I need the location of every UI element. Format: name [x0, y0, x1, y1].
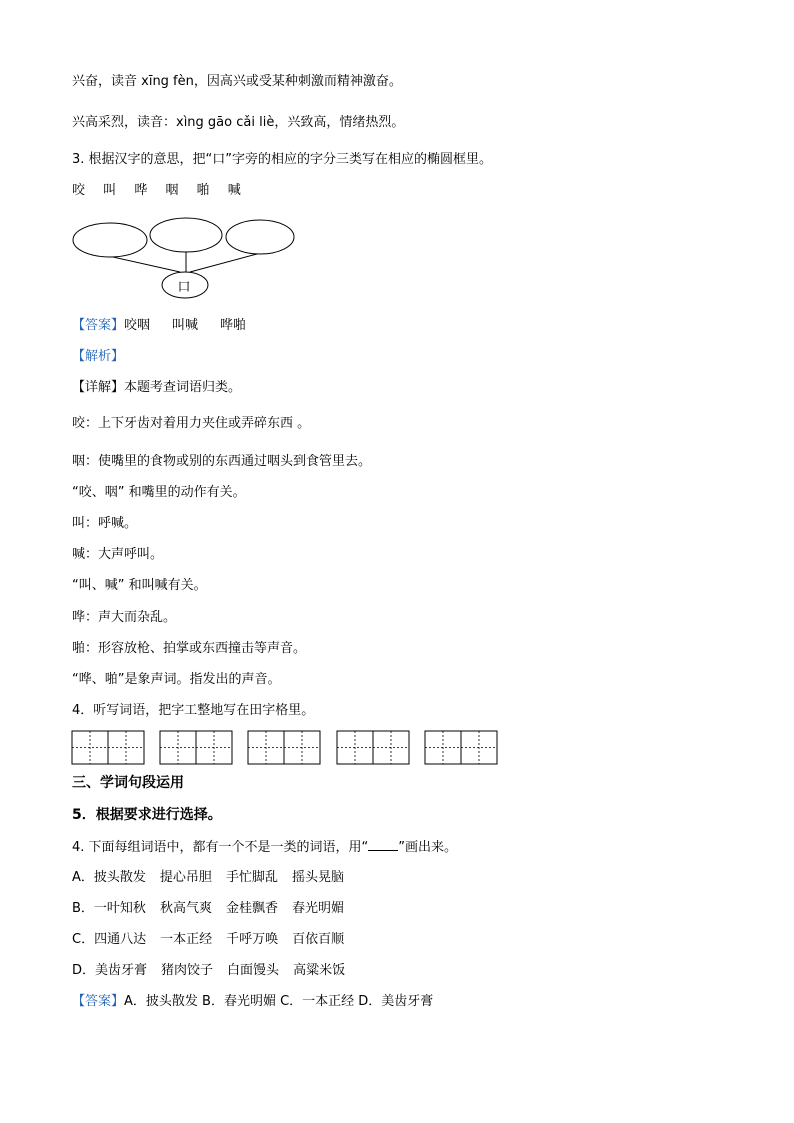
- answer-tag: 【答案】: [72, 994, 125, 1009]
- intro-line: 兴奋，读音 xīng fèn，因高兴或受某种刺激而精神激奋。: [72, 74, 402, 89]
- prompt-text: 4. 下面每组词语中，都有一个不是一类的词语，用“: [72, 840, 369, 855]
- option-word: 披头散发: [93, 870, 146, 885]
- char: 咬: [72, 183, 86, 198]
- char: 哗: [134, 183, 148, 198]
- center-label: 口: [177, 280, 191, 295]
- option-word: 春光明媚: [291, 901, 344, 916]
- option-word: 美齿牙膏: [95, 963, 148, 978]
- option-word: 摇头晃脑: [291, 870, 344, 885]
- question-5-title: 5．根据要求进行选择。: [72, 807, 222, 823]
- answer-item: 叫喊: [172, 318, 199, 333]
- detail-text: 本题考查词语归类。: [124, 380, 242, 395]
- explanation-line: 哗：声大而杂乱。: [72, 610, 177, 625]
- option-word: 百依百顺: [292, 932, 345, 947]
- question-4-prompt: [72, 838, 457, 857]
- char: 喊: [227, 183, 241, 198]
- option-word: 手忙脚乱: [225, 870, 278, 885]
- option-word: 一叶知秋: [93, 901, 146, 916]
- explanation-line: “哗、啪”是象声词。指发出的声音。: [72, 672, 281, 687]
- char: 啪: [196, 183, 210, 198]
- answer-text: A．披头散发 B．春光明媚 C．一本正经 D．美齿牙膏: [124, 994, 434, 1009]
- option-word: 四通八达: [94, 932, 147, 947]
- answer-tag: 【答案】: [72, 318, 125, 333]
- char: 咽: [165, 183, 179, 198]
- explanation-line: 啪：形容放枪、拍掌或东西撞击等声音。: [72, 641, 307, 656]
- question-3-prompt: 3. 根据汉字的意思，把“口”字旁的相应的字分三类写在相应的椭圆框里。: [72, 152, 493, 167]
- option-word: 金桂飘香: [225, 901, 278, 916]
- detail-tag: 【详解】: [72, 380, 125, 395]
- answer-line-2: [72, 993, 433, 1011]
- option-label: C．: [72, 932, 95, 947]
- option-a: [72, 869, 344, 887]
- option-c: [72, 931, 344, 949]
- char: 叫: [103, 183, 117, 198]
- dictation-prompt: 4．听写词语，把字工整地写在田字格里。: [72, 703, 315, 718]
- explanation-line: 咽：使嘴里的食物或别的东西通过咽头到食管里去。: [72, 454, 372, 469]
- underline-blank: [368, 838, 398, 851]
- option-label: A．: [72, 870, 94, 885]
- answer-item: 哗啪: [220, 318, 247, 333]
- option-word: 白面馒头: [227, 963, 280, 978]
- option-label: B．: [72, 901, 94, 916]
- intro-line: 兴高采烈，读音：xìng gāo cǎi liè，兴致高，情绪热烈。: [72, 115, 405, 130]
- explanation-line: “咬、咽” 和嘴里的动作有关。: [72, 485, 246, 500]
- option-label: D．: [72, 963, 96, 978]
- option-word: 秋高气爽: [159, 901, 212, 916]
- option-word: 提心吊胆: [159, 870, 212, 885]
- explanation-line: 叫：呼喊。: [72, 516, 138, 531]
- explanation-line: 咬：上下牙齿对着用力夹住或弄碎东西 。: [72, 416, 311, 431]
- explanation-line: 喊：大声呼叫。: [72, 547, 164, 562]
- prompt-text: ”画出来。: [398, 840, 458, 855]
- section-title: 三、学词句段运用: [72, 775, 184, 791]
- option-word: 一本正经: [160, 932, 213, 947]
- explanation-line: “叫、喊” 和叫喊有关。: [72, 578, 207, 593]
- option-word: 千呼万唤: [226, 932, 279, 947]
- option-b: [72, 900, 344, 918]
- answer-item: 咬咽: [124, 318, 151, 333]
- option-word: 高粱米饭: [293, 963, 346, 978]
- option-d: [72, 962, 345, 980]
- option-word: 猪肉饺子: [161, 963, 214, 978]
- analysis-tag: 【解析】: [72, 349, 125, 364]
